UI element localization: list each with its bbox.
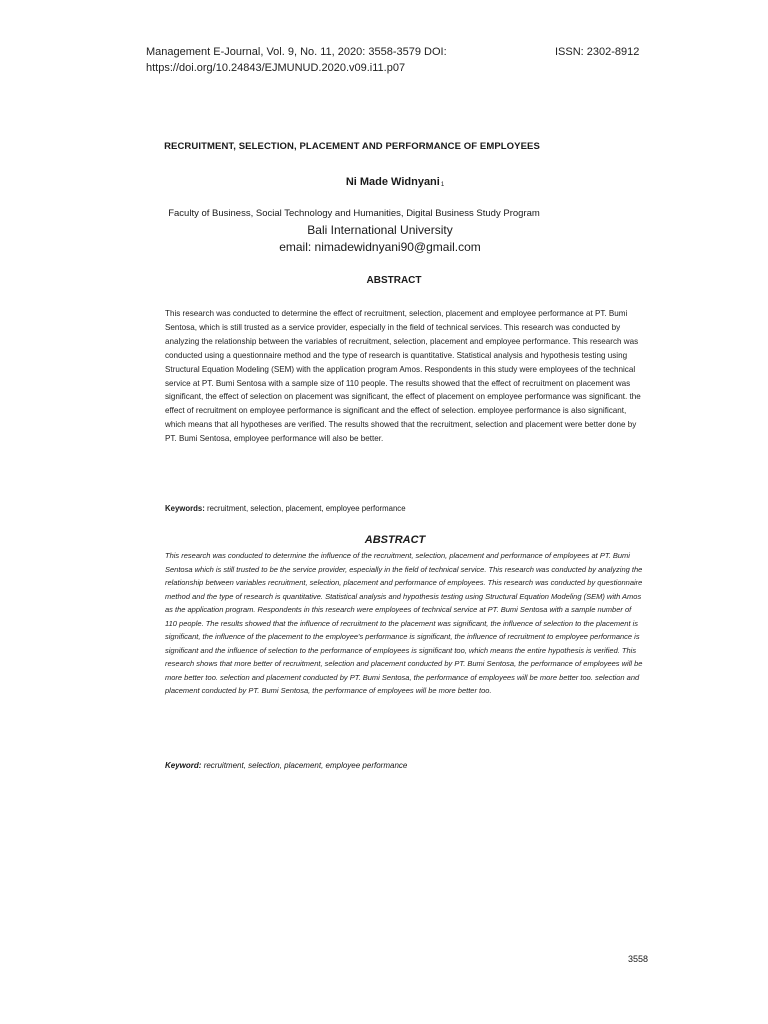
keywords-text: recruitment, selection, placement, employee performance [207,504,406,513]
affiliation-faculty: Faculty of Business, Social Technology and Humanities, Digital Business Study Program [168,208,540,219]
author-name: Ni Made Widnyani [345,176,440,188]
page-number: 3558 [628,954,649,964]
issn: ISSN: 2302-8912 [555,46,640,58]
journal-line-1: Management E-Journal, Vol. 9, No. 11, 2020: 3558-3579 DOI: [146,46,447,58]
affiliation-university: Bali International University [307,223,453,237]
paper-title: RECRUITMENT, SELECTION, PLACEMENT AND PERFORMANCE OF EMPLOYEES [164,141,540,152]
author-email[interactable]: email: nimadewidnyani90@gmail.com [279,240,481,254]
keywords-italic-text: recruitment, selection, placement, employee performance [203,761,408,770]
keywords-label: Keywords: [165,504,205,513]
doi-link[interactable]: https://doi.org/10.24843/EJMUNUD.2020.v09.i11.p07 [146,62,406,74]
abstract-body: This research was conducted to determine the effect of recruitment, selection, placement and employee performance at PT. Bumi Sentosa, which is still trusted as a service provider, especially in the field of technical services. This research was conducted by analyzing the relationship between the variables of recruitment, selection, placement and employee performance. This research was conducted using a questionnaire method and the type of research is quantitative. Statistical analysis and hypothesis testing using Structural Equation Modeling (SEM) with the application program Amos. Respondents in this study were employees of the technical service at PT. Bumi Sentosa with a sample size of 110 people. The results showed that the effect of recruitment on placement was significant, the effect of selection on placement was significant, the effect of placement on employee performance was significant. the effect of recruitment on employee performance is significant and the effect of selection. employee performance is also significant, which means that all hypotheses are verified. The results showed that the recruitment, selection and placement were better done by PT. Bumi Sentosa, employee performance will also be better. [165,309,641,444]
abstract-body-italic: This research was conducted to determine the influence of the recruitment, selection, placement and performance of employees at PT. Bumi Sentosa which is still trusted to be the service provider, especially in the field of technical service. This research was conducted by analyzing the relationship between variables recruitment, selection, placement and performance of employees. This research was conducted by questionnaire method and the type of research is quantitative. Statistical analysis and hypothesis testing using Structural Equation Modeling (SEM) with Amos as the application program. Respondents in this research were employees of technical service at PT. Bumi Sentosa with a sample number of 110 people. The results showed that the influence of recruitment to the placement was significant, the influence of selection to the placement is significant, the influence of the placement to the employee's performance is significant, the influence of recruitment to employee performance is significant and the influence of selection to the performance of employees is significant too, which means the entire hypothesis is verified. This research shows that more better of recruitment, selection and placement conducted by PT. Bumi Sentosa, the performance of employees will be more better too. selection and placement conducted by PT. Bumi Sentosa, the performance of employees will be more better too. selection and placement conducted by PT. Bumi Sentosa, the performance of employees will be more better too. [165,551,643,695]
abstract-heading-italic: ABSTRACT [364,534,426,546]
journal-citation [146,44,447,76]
keywords-italic [165,761,407,770]
keywords-italic-label: Keyword: [165,761,202,770]
author-marker: 1 [440,182,445,188]
keywords [165,504,406,513]
author [0,176,768,188]
abstract-heading: ABSTRACT [366,275,422,286]
